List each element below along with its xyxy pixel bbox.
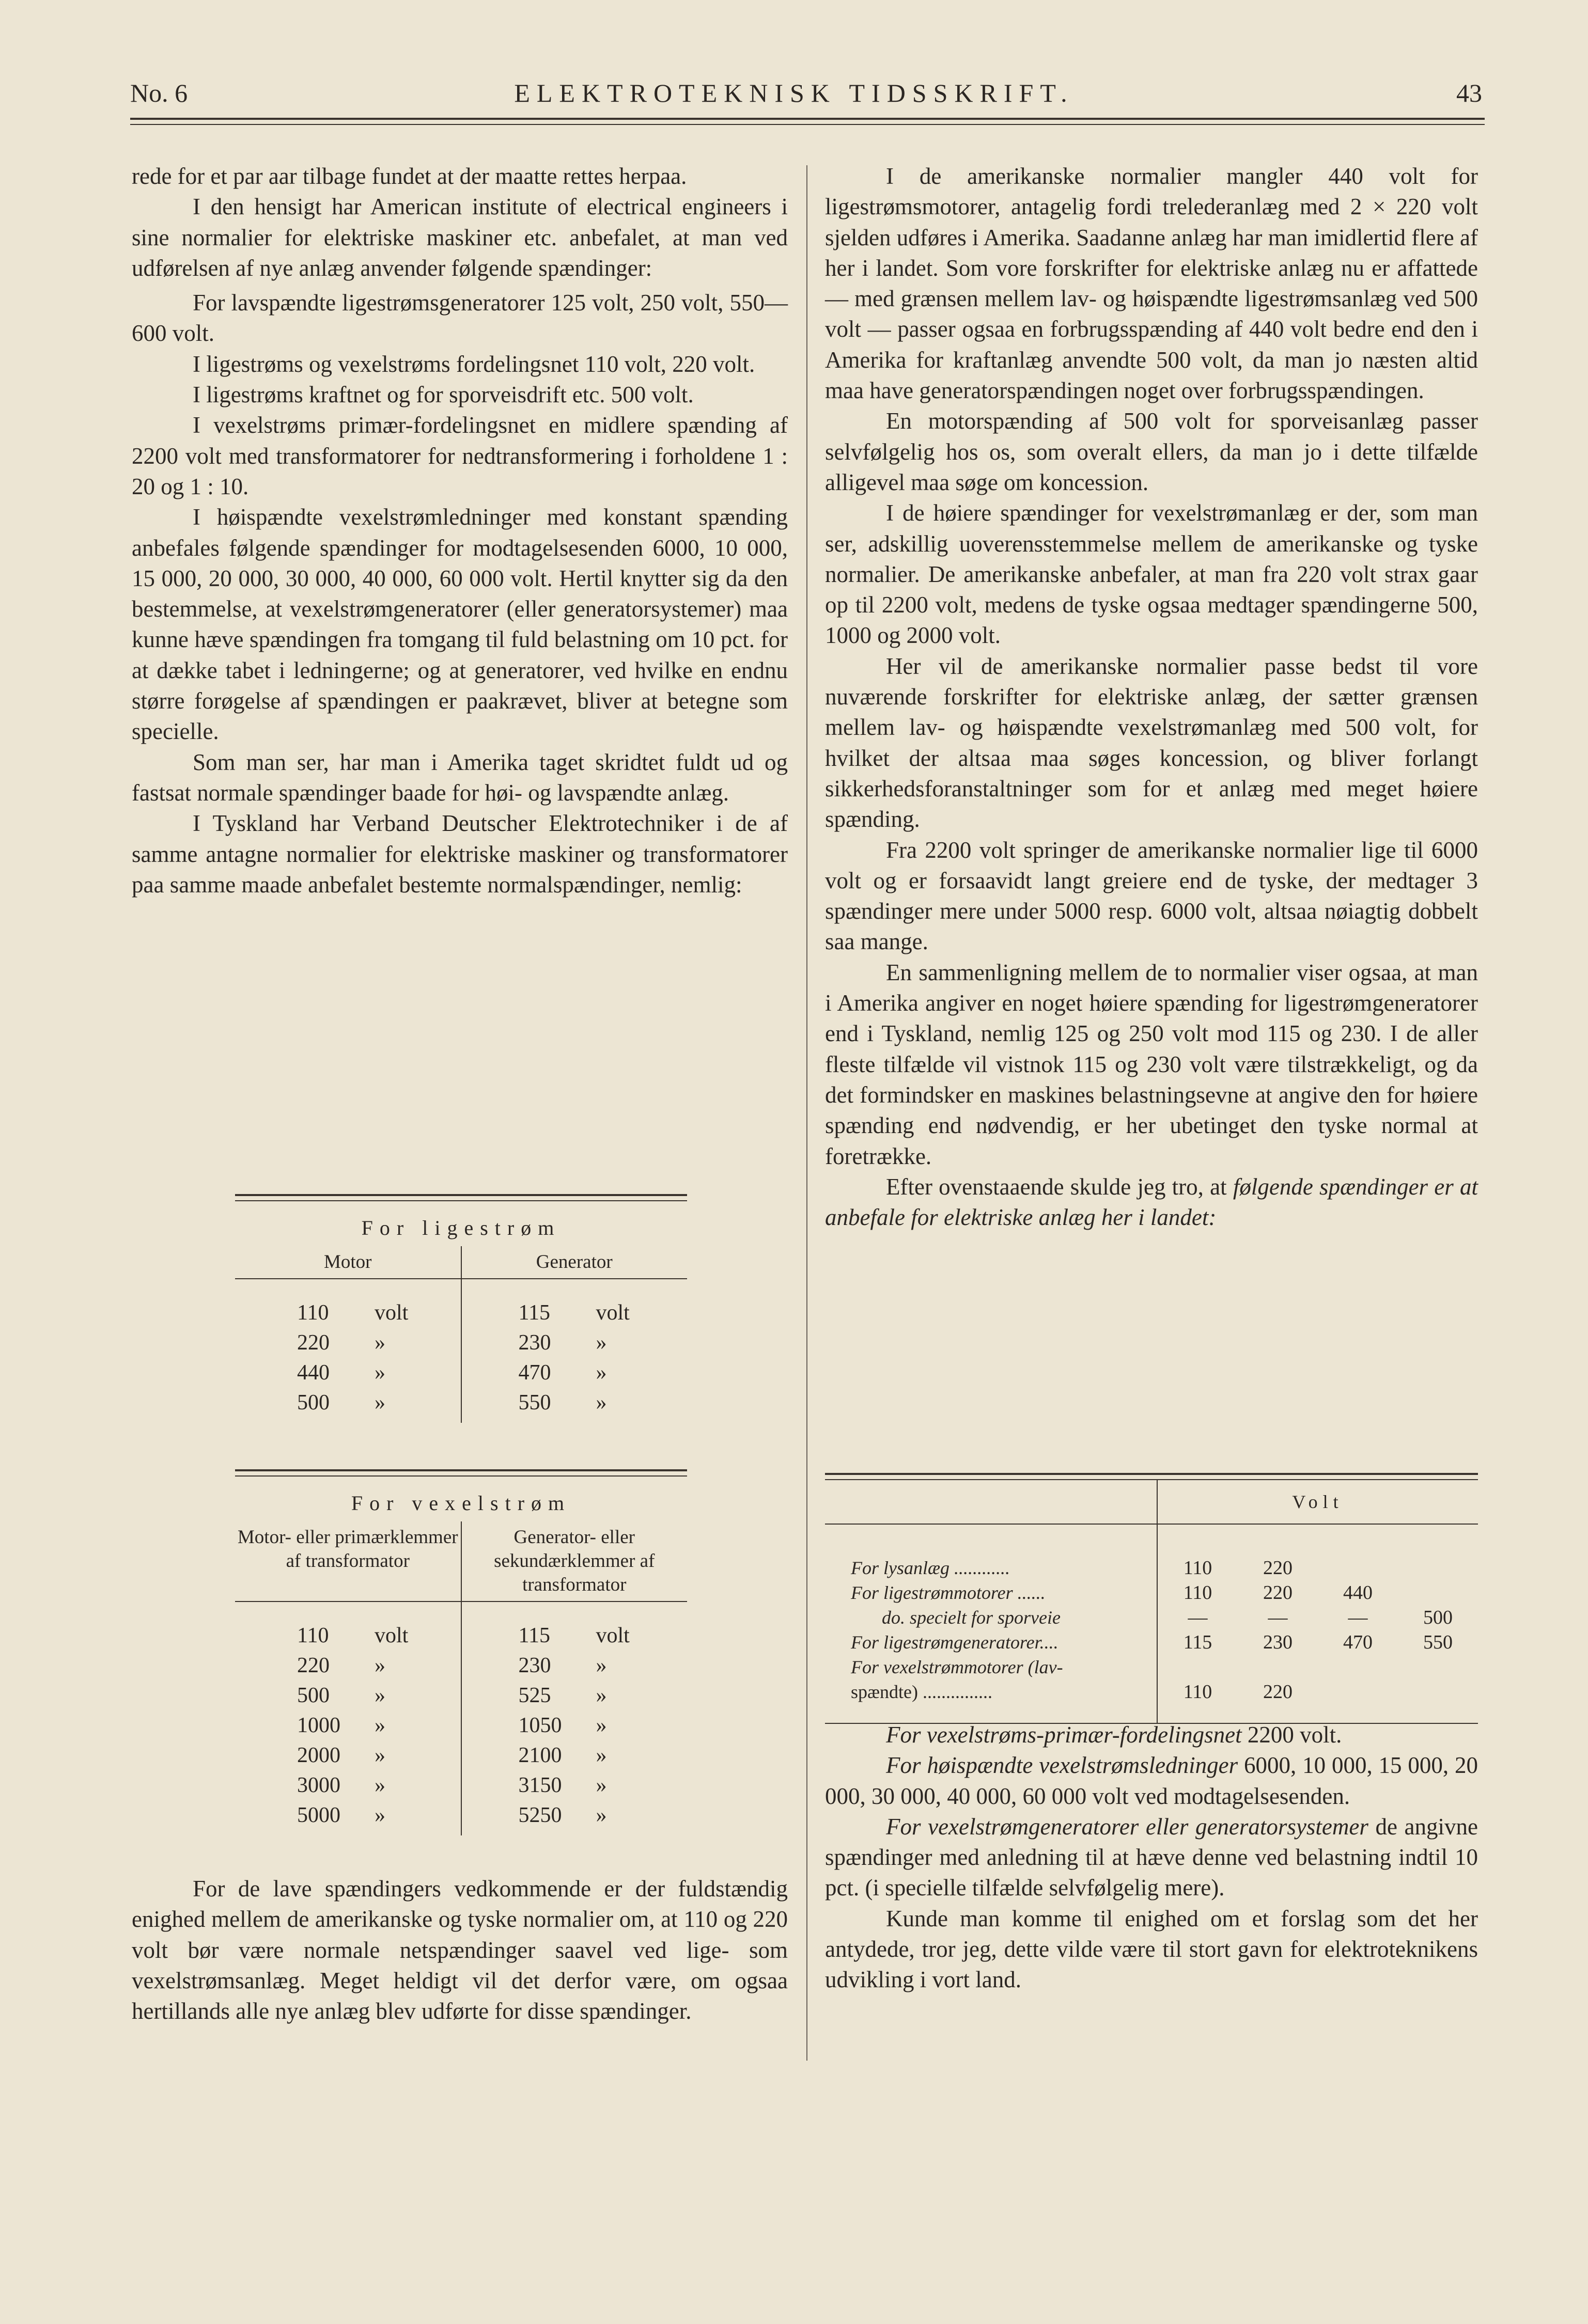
table-row: 115 volt [518,1624,630,1647]
paragraph: I Tyskland har Verband Deutscher Elektrotechniker i de af samme antagne normalier for elektriske maskiner og transformatorer paa samme maade anbefalet bestemte normalspændinger, nemlig: [132,810,788,898]
table-row: 110 volt [297,1301,409,1325]
table-row: 2000 » [297,1744,385,1767]
journal-title: ELEKTROTEKNISK TIDSSKRIFT. [514,78,1074,107]
table-body [235,1279,687,1423]
table-row: 110 volt [297,1624,409,1647]
table-row: 220 » [297,1331,385,1355]
table-title: For vexelstrøm [351,1491,571,1515]
table-row: 110 220 [1183,1681,1293,1703]
column-header-motor: Motor- eller primærklemmer af transformator [235,1521,462,1601]
table-row: 500 » [297,1391,385,1415]
right-column-top [825,161,1478,1233]
generator-column [462,1602,688,1835]
table-row: 525 » [518,1684,607,1707]
paragraph: En sammenligning mellem de to normalier viser ogsaa, at man i Amerika angiver en noget høiere spænding for ligestrømgeneratorer end i Tyskland, nemlig 125 og 250 volt mod 115 og 230. I de aller fleste tilfælde vil vistnok 115 og 230 volt være tilstrækkeligt, og da det formindsker en maskines belastningsevne at angive den for høiere spænding end nødvendig, er her ubetinget den tyske normal at foretrække. [825,959,1478,1169]
column-header-generator: Generator [536,1251,613,1273]
paragraph: Efter ovenstaaende skulde jeg tro, at følgende spændinger er at anbefale for elektriske anlæg her i landet: [825,1173,1478,1231]
paragraph: I den hensigt har American institute of electrical engineers i sine normalier for elektriske maskiner etc. anbefalet, at man ved udførelsen af nye anlæg anvender følgende spændinger: [132,194,788,281]
table-row: 115 volt [518,1301,630,1325]
row-label: For vexelstrømmotorer (lav- [851,1657,1063,1677]
page-number: 43 [1456,78,1482,107]
table-row: 220 » [297,1654,385,1677]
table-row [1158,1655,1478,1679]
paragraph: For vexelstrømgeneratorer eller generatorsystemer de angivne spændinger med anledning til at hæve denne ved belastning indtil 10 pct. (i specielle tilfælde selvfølgelig mere). [825,1813,1478,1901]
table-row: 550 » [518,1391,607,1415]
table-row: 470 » [518,1361,607,1385]
left-column-top [132,161,788,900]
motor-column [235,1279,462,1423]
motor-column [235,1602,462,1835]
table-recommended-voltages [825,1473,1478,1724]
table-row: — — — 500 [1188,1607,1453,1628]
paragraph: For høispændte vexelstrømsledninger 6000, 10 000, 15 000, 20 000, 30 000, 40 000, 60 000 volt ved modtagelsesenden. [825,1752,1478,1809]
paragraph: I vexelstrøms primær-fordelingsnet en midlere spænding af 2200 volt med transformatorer for nedtransformering i forholdene 1 : 20 og 1 : 10. [132,412,788,499]
header-rule-thin [130,124,1485,125]
table-row: 115 230 470 550 [1183,1631,1453,1653]
table-row: 110 220 440 [1183,1582,1373,1604]
table-row: 230 » [518,1654,607,1677]
table-row: 1000 » [297,1714,385,1737]
label-column [825,1480,1158,1723]
volt-header: Volt [1158,1480,1478,1525]
paragraph: rede for et par aar tilbage fundet at der maatte rettes herpaa. [132,163,687,189]
table-row: 440 » [297,1361,385,1385]
paragraph: Her vil de amerikanske normalier passe bedst til vore nuværende forskrifter for elektriske anlæg, der sætter grænsen mellem lav- og høispændte vexelstrømanlæg med 500 volt, for hvilket der altsaa maa søges koncession, og bliver forlangt sikkerhedsforanstaltninger som for et anlæg med meget høiere spænding. [825,653,1478,833]
table-row: 2100 » [518,1744,607,1767]
row-label: For ligestrømmotorer ...... [851,1582,1046,1603]
table-row: 5000 » [297,1803,385,1827]
values-column [1158,1480,1478,1723]
table-row: 3150 » [518,1773,607,1797]
row-label: spændte) ............... [851,1682,992,1702]
generator-column [462,1279,688,1423]
paragraph: I høispændte vexelstrømledninger med konstant spænding anbefales følgende spændinger for modtagelsesenden 6000, 10 000, 15 000, 20 000, 30 000, 40 000, 60 000 volt. Hertil knytter sig da den bestemmelse, at vexelstrømgeneratorer (eller generatorsystemer) maa kunne hæve spændingen fra tomgang til fuld belastning om 10 pct. for at dække tabet i ledningerne; og at generatorer, ved hvilke en endnu større forøgelse af spændingen er paakrævet, bliver at betegne som specielle. [132,504,788,745]
table-row: 500 » [297,1684,385,1707]
paragraph: I ligestrøms og vexelstrøms fordelingsnet 110 volt, 220 volt. [193,351,755,377]
paragraph: For de lave spændingers vedkommende er der fuldstændig enighed mellem de amerikanske og tyske normalier om, at 110 og 220 volt bør være normale netspændinger saavel ved lige- som vexelstrømsanlæg. Meget heldigt vil det derfor være, om ogsaa hertillands alle nye anlæg blev udførte for disse spændinger. [132,1876,788,2024]
issue-number: No. 6 [130,78,188,107]
paragraph: En motorspænding af 500 volt for sporveisanlæg passer selvfølgelig hos os, som overalt ellers, da man jo i dette tilfælde alligevel maa søge om koncession. [825,408,1478,495]
table-title: For ligestrøm [361,1216,561,1239]
column-divider [806,165,807,2061]
emphasis: følgende spændinger er at anbefale for elektriske anlæg her i landet: [825,1173,1478,1231]
table-alternating-current [235,1469,687,1835]
row-label: For ligestrømgeneratorer.... [851,1632,1058,1653]
paragraph: Fra 2200 volt springer de amerikanske normalier lige til 6000 volt og er forsaavidt langt greiere end de tyske, der medtager 3 spændinger mere under 5000 resp. 6000 volt, altsaa nøiagtig dobbelt saa mange. [825,837,1478,955]
paragraph: I de amerikanske normalier mangler 440 volt for ligestrømsmotorer, antagelig fordi trelederanlæg med 2 × 220 volt sjelden udføres i Amerika. Saadanne anlæg har man imidlertid flere af her i landet. Som vore forskrifter for elektriske anlæg nu er affattede — med grænsen mellem lav- og høispændte ligestrømsanlæg ved 500 volt — passer ogsaa en forbrugsspænding af 440 volt bedre end den i Amerika for kraftanlæg anvendte 500 volt, da man jo næsten altid maa have generatorspændingen noget over forbrugsspændingen. [825,163,1478,404]
paragraph: For vexelstrøms-primær-fordelingsnet 2200 volt. [886,1722,1342,1748]
table-header [235,1246,687,1279]
column-header-motor: Motor [235,1246,462,1278]
column-header-generator: Generator- eller sekundærklemmer af transformator [494,1527,655,1595]
paragraph: Som man ser, har man i Amerika taget skridtet fuldt ud og fastsat normale spændinger baade for høi- og lavspændte anlæg. [132,749,788,806]
right-column-bottom [825,1720,1478,1996]
row-label: do. specielt for sporveie [882,1607,1061,1628]
left-column-bottom [132,1874,788,2027]
table-row: 3000 » [297,1773,385,1797]
table-row: 110 220 [1183,1557,1293,1579]
table-direct-current [235,1194,687,1423]
paragraph: I de høiere spændinger for vexelstrømanlæg er der, som man ser, adskillig uoverensstemmelse mellem de amerikanske og tyske normalier. De amerikanske anbefaler, at man fra 220 volt strax gaar op til 2200 volt, medens de tyske ogsaa medtager spændingerne 500, 1000 og 2000 volt. [825,500,1478,649]
paragraph: I ligestrøms kraftnet og for sporveisdrift etc. 500 volt. [193,382,694,408]
paragraph: Kunde man komme til enighed om et forslag som det her antydede, tror jeg, dette vilde være til stort gavn for elektroteknikens udvikling i vort land. [825,1905,1478,1993]
table-row: 5250 » [518,1803,607,1827]
header-rule [130,118,1485,120]
table-header [235,1521,687,1602]
row-label: For lysanlæg ............ [851,1558,1010,1578]
paragraph: For lavspændte ligestrømsgeneratorer 125 volt, 250 volt, 550—600 volt. [132,290,788,347]
table-row: 1050 » [518,1714,607,1737]
table-body [235,1602,687,1835]
table-row: 230 » [518,1331,607,1355]
